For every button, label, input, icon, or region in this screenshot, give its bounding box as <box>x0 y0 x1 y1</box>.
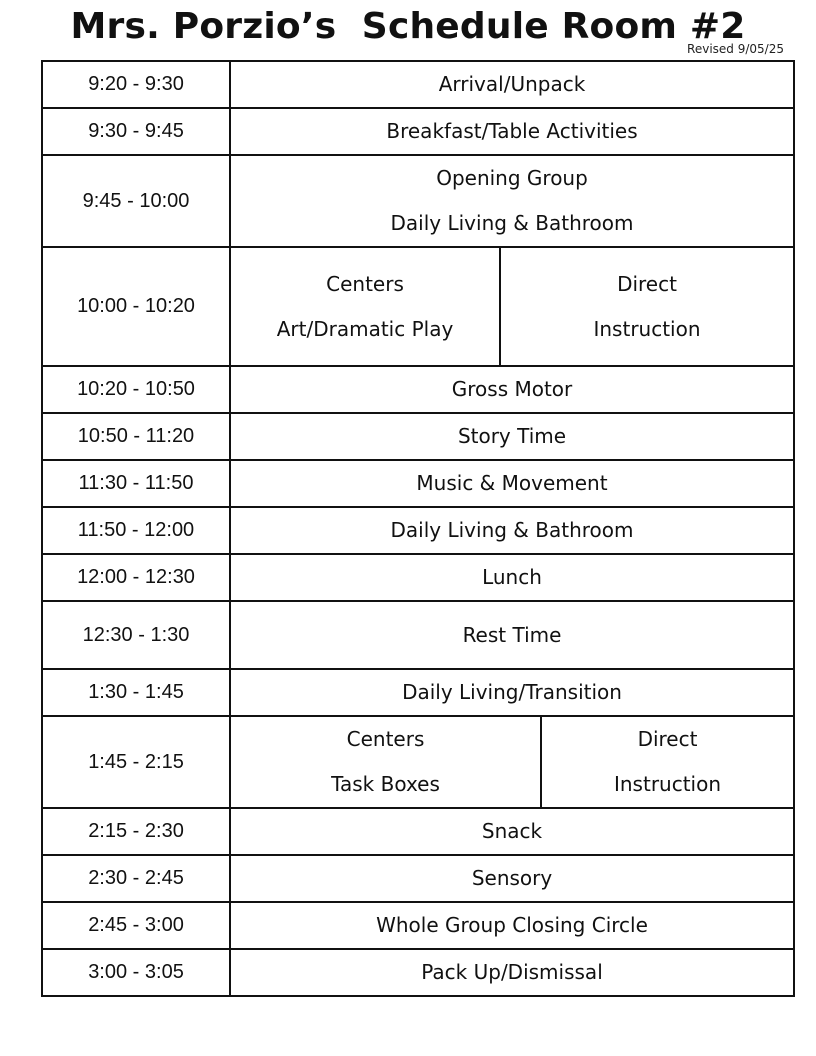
time-cell: 9:45 - 10:00 <box>42 155 230 247</box>
table-row <box>42 554 794 601</box>
table-row <box>42 808 794 855</box>
activity-cell: Breakfast/Table Activities <box>230 108 794 155</box>
table-row <box>42 902 794 949</box>
activity-cell: Music & Movement <box>230 460 794 507</box>
centers-label: Centers <box>346 727 425 751</box>
activity-line-2: Daily Living & Bathroom <box>390 211 634 235</box>
table-row <box>42 507 794 554</box>
activity-cell: Story Time <box>230 413 794 460</box>
activity-cell: Arrival/Unpack <box>230 61 794 108</box>
table-row <box>42 855 794 902</box>
time-cell: 3:00 - 3:05 <box>42 949 230 996</box>
direct-instruction-cell <box>500 247 794 366</box>
instruction-label: Instruction <box>613 772 722 796</box>
centers-activity: Art/Dramatic Play <box>276 316 454 341</box>
table-row <box>42 366 794 413</box>
activity-cell: Rest Time <box>230 601 794 669</box>
table-row <box>42 61 794 108</box>
activity-cell: Lunch <box>230 554 794 601</box>
time-cell: 11:50 - 12:00 <box>42 507 230 554</box>
time-cell: 10:50 - 11:20 <box>42 413 230 460</box>
activity-cell: Pack Up/Dismissal <box>230 949 794 996</box>
table-row <box>42 601 794 669</box>
direct-label: Direct <box>637 727 698 751</box>
schedule-table <box>41 60 795 997</box>
time-cell: 2:45 - 3:00 <box>42 902 230 949</box>
table-row <box>42 669 794 716</box>
table-row <box>42 108 794 155</box>
time-cell: 9:30 - 9:45 <box>42 108 230 155</box>
page-title: Mrs. Porzio’s Schedule Room #2 <box>70 6 746 47</box>
activity-cell: Gross Motor <box>230 366 794 413</box>
centers-cell <box>230 247 500 366</box>
time-cell: 2:15 - 2:30 <box>42 808 230 855</box>
centers-label: Centers <box>326 271 404 296</box>
time-cell: 11:30 - 11:50 <box>42 460 230 507</box>
revised-date: Revised 9/05/25 <box>687 42 784 56</box>
activity-line-1: Opening Group <box>436 166 588 190</box>
activity-cell: Daily Living & Bathroom <box>230 507 794 554</box>
time-cell: 1:30 - 1:45 <box>42 669 230 716</box>
centers-cell <box>230 716 541 808</box>
activity-cell: Whole Group Closing Circle <box>230 902 794 949</box>
time-cell: 12:30 - 1:30 <box>42 601 230 669</box>
table-row <box>42 949 794 996</box>
direct-instruction-cell <box>541 716 794 808</box>
activity-cell: Daily Living/Transition <box>230 669 794 716</box>
time-cell: 10:20 - 10:50 <box>42 366 230 413</box>
activity-cell <box>230 155 794 247</box>
activity-cell: Snack <box>230 808 794 855</box>
table-row <box>42 155 794 247</box>
direct-label: Direct <box>617 271 677 296</box>
time-cell: 12:00 - 12:30 <box>42 554 230 601</box>
table-row <box>42 460 794 507</box>
time-cell: 10:00 - 10:20 <box>42 247 230 366</box>
table-row <box>42 413 794 460</box>
time-cell: 1:45 - 2:15 <box>42 716 230 808</box>
time-cell: 9:20 - 9:30 <box>42 61 230 108</box>
activity-cell: Sensory <box>230 855 794 902</box>
table-row <box>42 247 794 366</box>
centers-activity: Task Boxes <box>331 772 440 796</box>
instruction-label: Instruction <box>593 316 701 341</box>
time-cell: 2:30 - 2:45 <box>42 855 230 902</box>
table-row <box>42 716 794 808</box>
